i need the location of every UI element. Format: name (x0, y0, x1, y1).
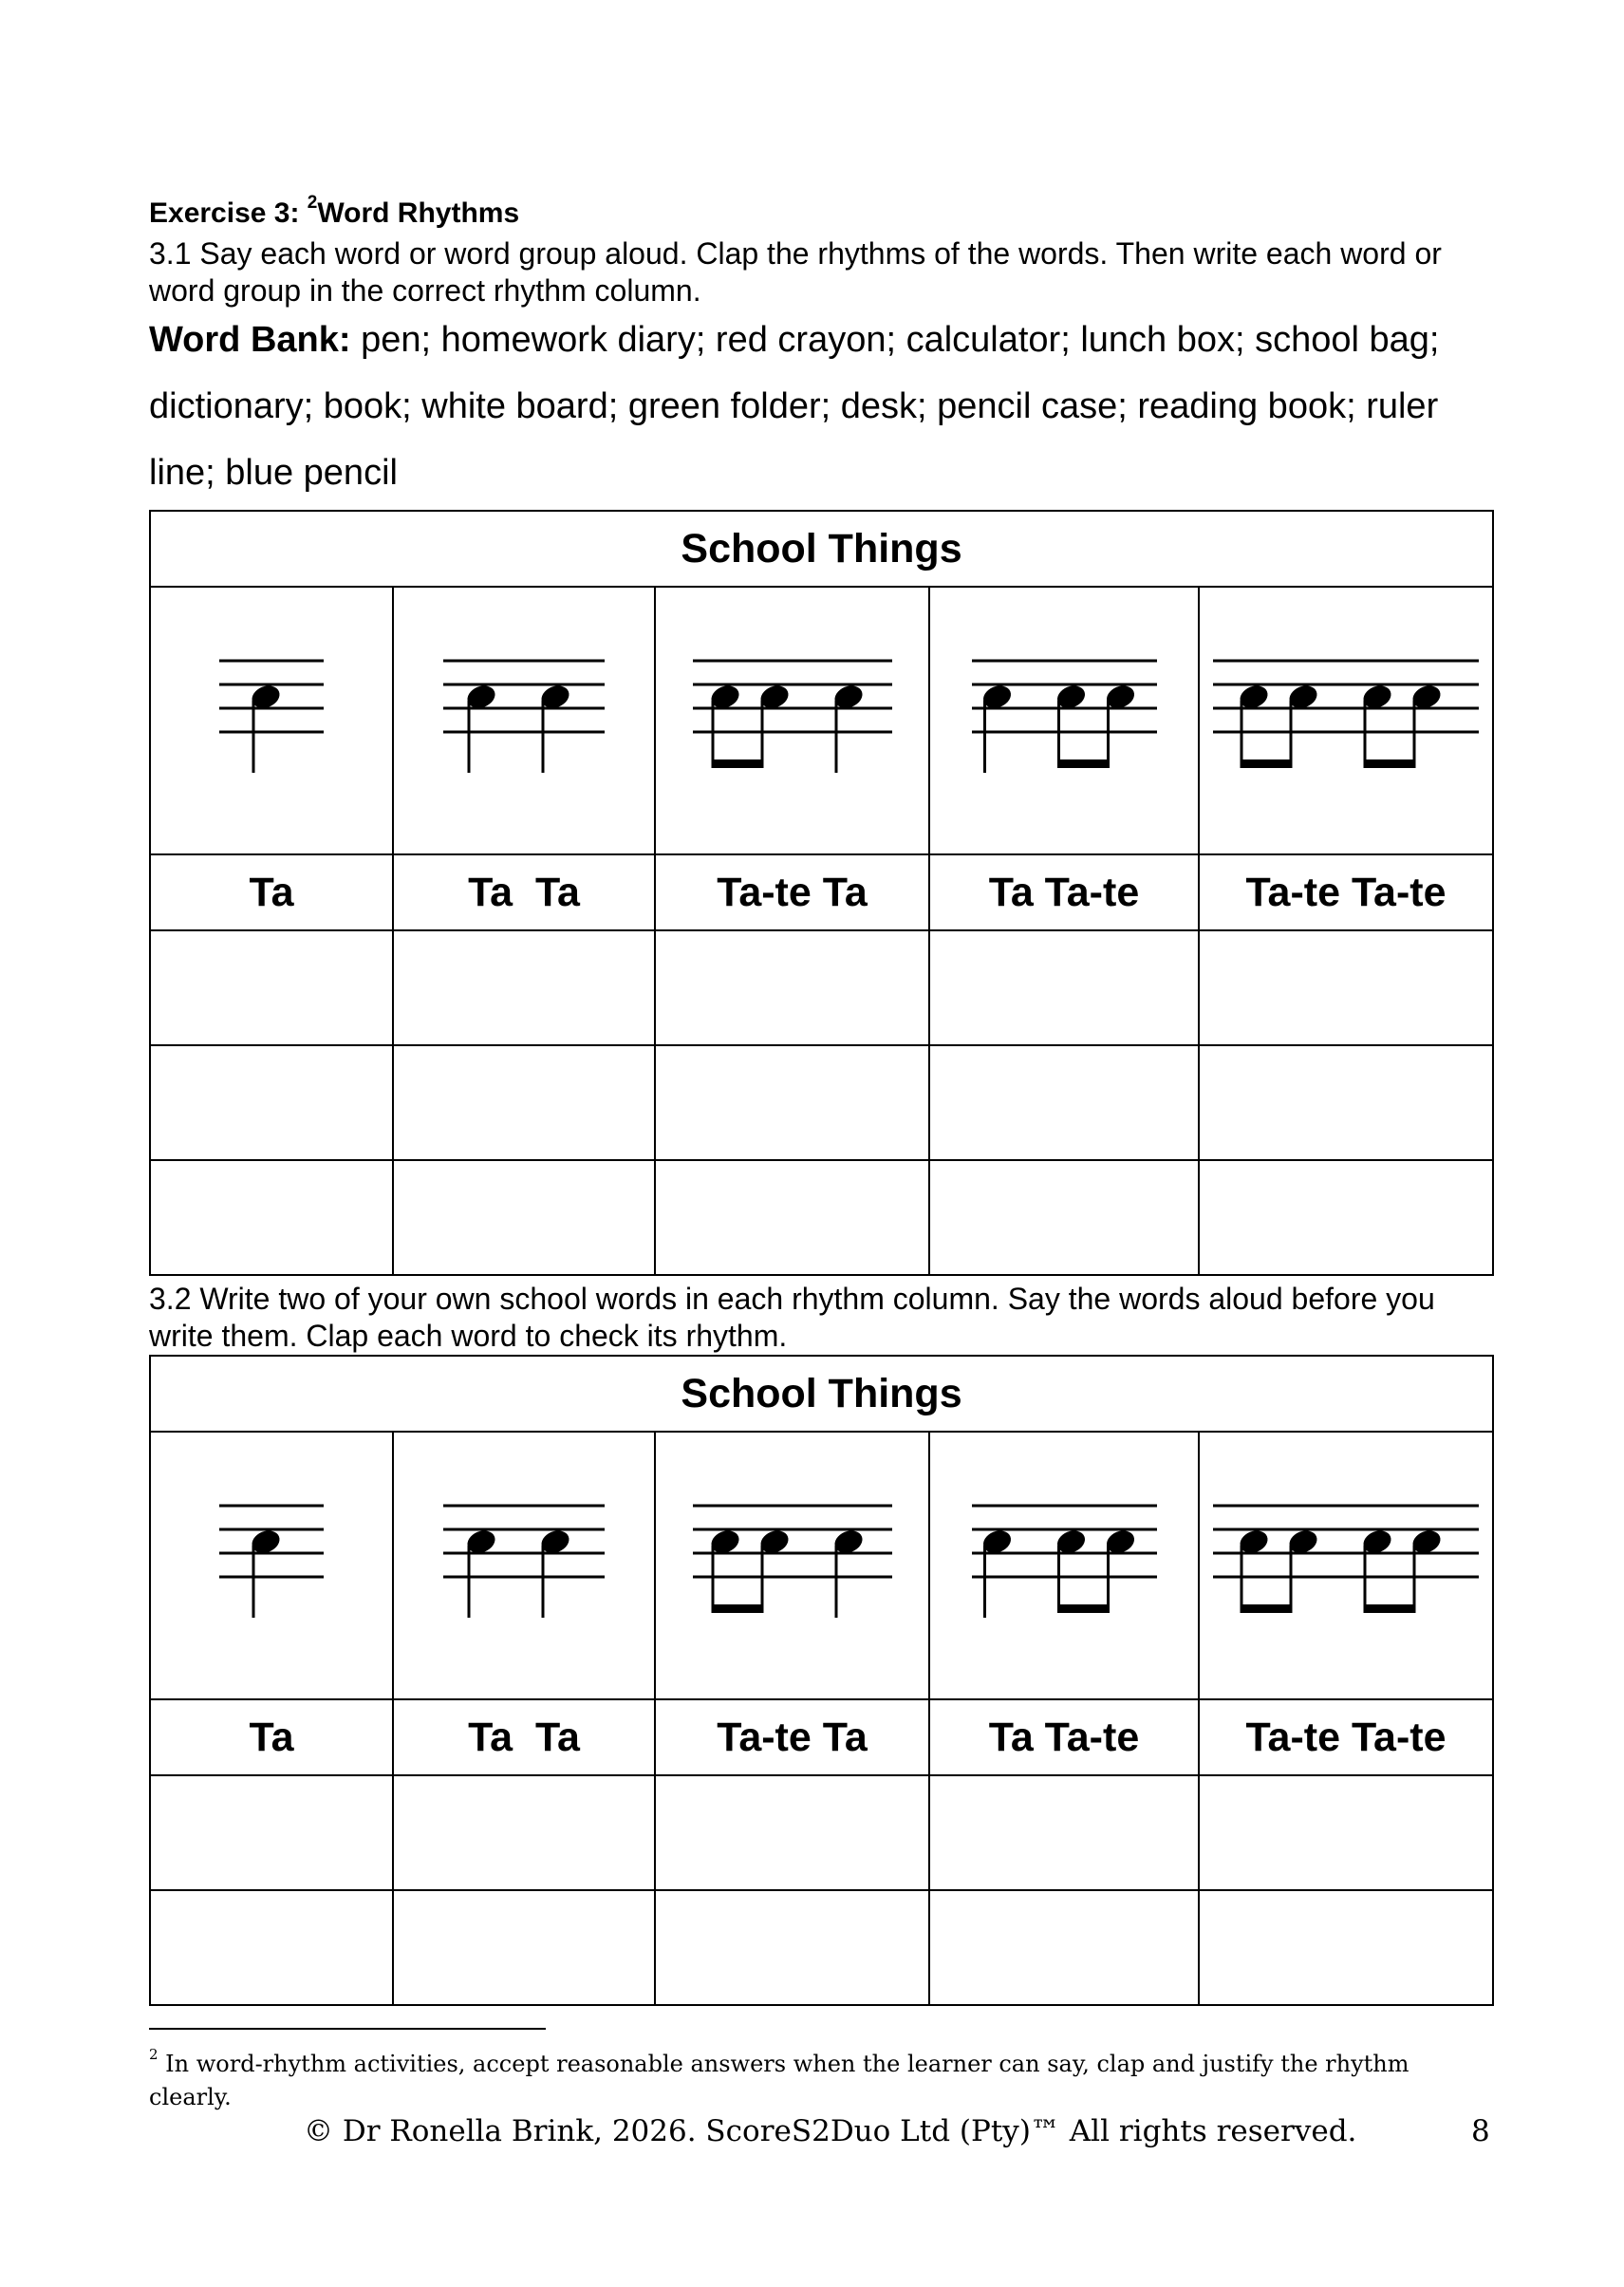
word-bank-label: Word Bank: (149, 320, 351, 360)
eighth-note-beam (1364, 759, 1416, 768)
answer-cell[interactable] (929, 1775, 1199, 1890)
answer-cell[interactable] (655, 1890, 929, 2005)
footnote-reference: 2 (307, 193, 318, 213)
rhythm-label-ta-tate: Ta Ta-te (929, 1699, 1199, 1775)
copyright-notice: © Dr Ronella Brink, 2026. ScoreS2Duo Ltd (Pty)™ All rights reserved. (304, 2114, 1357, 2148)
exercise-heading (149, 193, 520, 230)
rhythm-label-ta: Ta (150, 1699, 393, 1775)
rhythm-staff (972, 1494, 1157, 1637)
answer-cell[interactable] (655, 1045, 929, 1160)
rhythm-notation-ta-ta (393, 1432, 655, 1699)
answer-cell[interactable] (1199, 1775, 1493, 1890)
answer-cell[interactable] (929, 1045, 1199, 1160)
table-title: School Things (150, 1356, 1493, 1432)
instruction-3-1: 3.1 Say each word or word group aloud. Clap the rhythms of the words. Then write each word or word group in the correct rhythm column. (149, 236, 1442, 308)
eighth-note-beam (711, 759, 763, 768)
rhythm-label-tate-ta: Ta-te Ta (655, 854, 929, 930)
rhythm-table-1 (149, 510, 1494, 1276)
eighth-note-beam (1364, 1604, 1416, 1613)
eighth-note-beam (1241, 759, 1293, 768)
answer-cell[interactable] (1199, 1890, 1493, 2005)
answer-cell[interactable] (1199, 930, 1493, 1045)
eighth-note-beam (1057, 1604, 1110, 1613)
answer-cell[interactable] (393, 1775, 655, 1890)
rhythm-staff (219, 1494, 324, 1637)
rhythm-table-2 (149, 1355, 1494, 2006)
answer-cell[interactable] (1199, 1045, 1493, 1160)
exercise-title: Word Rhythms (317, 197, 520, 229)
answer-cell[interactable] (929, 930, 1199, 1045)
eighth-note-beam (711, 1604, 763, 1613)
answer-cell[interactable] (655, 1160, 929, 1275)
table-title: School Things (150, 511, 1493, 587)
rhythm-notation-ta (150, 1432, 393, 1699)
answer-cell[interactable] (393, 1160, 655, 1275)
rhythm-label-ta: Ta (150, 854, 393, 930)
answer-cell[interactable] (655, 930, 929, 1045)
rhythm-staff (1213, 1494, 1479, 1637)
answer-cell[interactable] (393, 1890, 655, 2005)
rhythm-label-ta-ta: Ta Ta (393, 854, 655, 930)
rhythm-notation-ta (150, 587, 393, 854)
rhythm-label-tate-tate: Ta-te Ta-te (1199, 854, 1493, 930)
answer-cell[interactable] (150, 1775, 393, 1890)
rhythm-notation-tate-ta (655, 1432, 929, 1699)
rhythm-staff (972, 649, 1157, 792)
footnote-text: In word-rhythm activities, accept reasonable answers when the learner can say, clap and justify the rhythm clearly. (149, 2051, 1409, 2110)
rhythm-label-tate-tate: Ta-te Ta-te (1199, 1699, 1493, 1775)
answer-cell[interactable] (150, 1045, 393, 1160)
rhythm-staff (693, 1494, 892, 1637)
rhythm-notation-tate-tate (1199, 1432, 1493, 1699)
rhythm-label-ta-ta: Ta Ta (393, 1699, 655, 1775)
footnote-mark: 2 (149, 2046, 159, 2063)
instruction-3-2: 3.2 Write two of your own school words in each rhythm column. Say the words aloud before you write them. Clap each word to check its rhythm. (149, 1282, 1435, 1353)
footnote-separator (149, 2028, 546, 2030)
rhythm-notation-ta-ta (393, 587, 655, 854)
footnote (149, 2048, 1497, 2114)
rhythm-notation-ta-tate (929, 1432, 1199, 1699)
answer-cell[interactable] (655, 1775, 929, 1890)
rhythm-notation-tate-ta (655, 587, 929, 854)
answer-cell[interactable] (150, 1890, 393, 2005)
rhythm-label-tate-ta: Ta-te Ta (655, 1699, 929, 1775)
eighth-note-beam (1057, 759, 1110, 768)
answer-cell[interactable] (393, 1045, 655, 1160)
rhythm-label-ta-tate: Ta Ta-te (929, 854, 1199, 930)
rhythm-staff (443, 1494, 605, 1637)
rhythm-staff (693, 649, 892, 792)
page-number: 8 (1471, 2114, 1490, 2148)
rhythm-notation-ta-tate (929, 587, 1199, 854)
answer-cell[interactable] (393, 930, 655, 1045)
word-bank (149, 307, 1478, 506)
answer-cell[interactable] (1199, 1160, 1493, 1275)
rhythm-staff (1213, 649, 1479, 792)
exercise-title-prefix: Exercise 3: (149, 197, 308, 229)
answer-cell[interactable] (150, 1160, 393, 1275)
answer-cell[interactable] (150, 930, 393, 1045)
answer-cell[interactable] (929, 1890, 1199, 2005)
answer-cell[interactable] (929, 1160, 1199, 1275)
eighth-note-beam (1241, 1604, 1293, 1613)
rhythm-staff (219, 649, 324, 792)
rhythm-staff (443, 649, 605, 792)
rhythm-notation-tate-tate (1199, 587, 1493, 854)
word-bank-words: pen; homework diary; red crayon; calculator; lunch box; school bag; dictionary; book; white board; green folder; desk; pencil case; reading book; ruler line; blue pencil (149, 320, 1440, 493)
